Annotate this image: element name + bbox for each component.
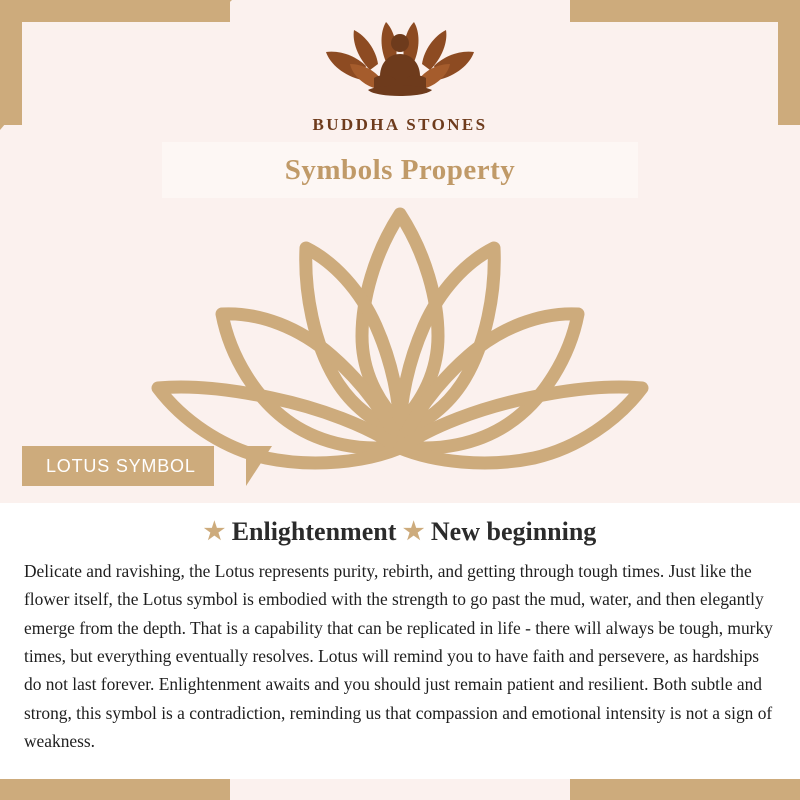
star-icon-left: ★ (203, 519, 226, 545)
brand-block (0, 18, 800, 135)
star-icon-right: ★ (402, 519, 425, 545)
section-ribbon (22, 446, 214, 486)
lotus-meditation-logo-icon (300, 18, 500, 113)
content-paragraph: Delicate and ravishing, the Lotus represents purity, rebirth, and getting through tough times. Just like the flower itself, the Lotus symbol is embodied with the strength to go past the mud, water, and then elegantly emerge from the depth. That is a capability that can be replicated in life - there will always be tough, murky times, but everything eventually resolves. Lotus will remind you to have faith and persevere, as hardships do not last forever. Enlightenment awaits and you should just remain patient and resilient. Both subtle and strong, this symbol is a contradiction, reminding us that compassion and emotional intensity is not a sign of weakness. (24, 561, 773, 752)
title-band (162, 142, 638, 198)
section-ribbon-tail (246, 446, 272, 486)
brand-name: BUDDHA STONES (312, 115, 488, 134)
content-headline (0, 517, 800, 547)
corner-decoration-bottom-right (570, 778, 800, 800)
content-panel (0, 503, 800, 779)
corner-decoration-bottom-left (0, 778, 230, 800)
section-ribbon-label: LOTUS SYMBOL (46, 455, 196, 476)
headline-text-enlightenment: Enlightenment (231, 517, 397, 546)
headline-text-new-beginning: New beginning (430, 517, 597, 546)
page-title: Symbols Property (284, 153, 516, 186)
